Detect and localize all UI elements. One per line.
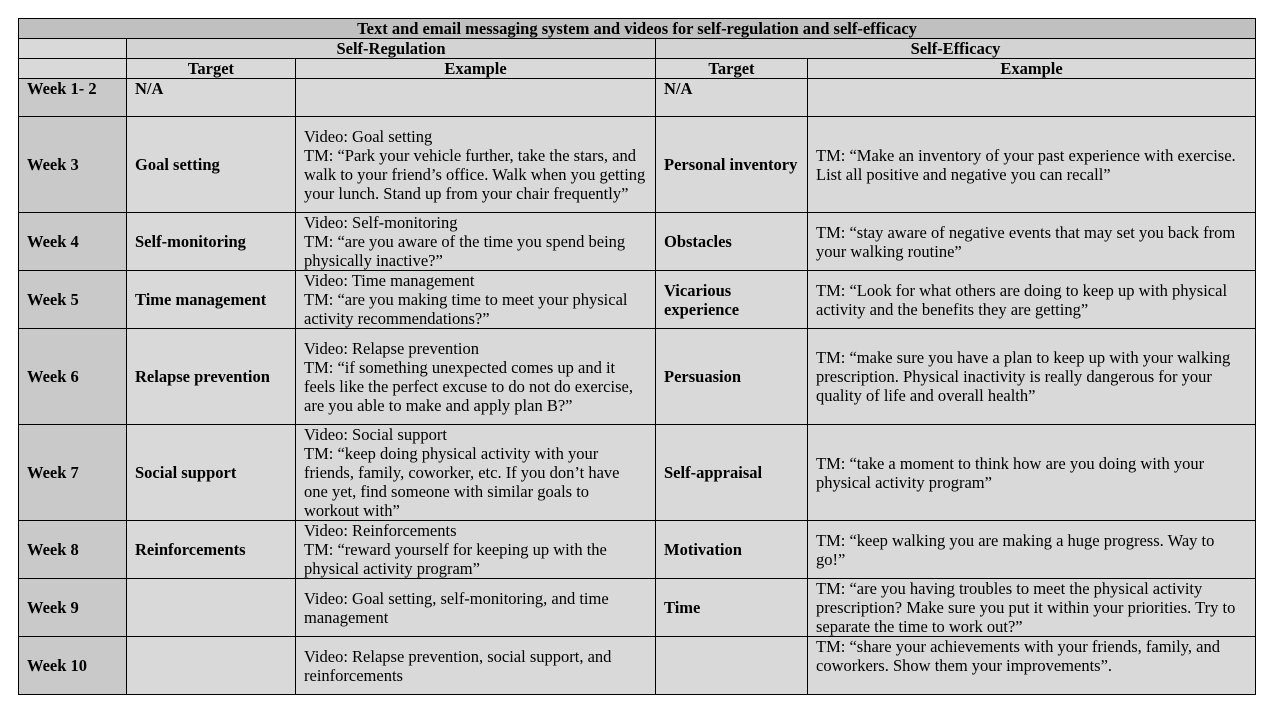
sr-example (296, 213, 656, 271)
sr-target: Self-monitoring (127, 213, 296, 271)
week-label: Week 1- 2 (19, 79, 127, 117)
se-target: Vicarious experience (656, 271, 808, 329)
example-line: Video: Relapse prevention (304, 338, 479, 358)
week-label: Week 5 (19, 271, 127, 329)
sr-target: Social support (127, 425, 296, 521)
se-target (656, 637, 808, 695)
week-label: Week 10 (19, 637, 127, 695)
se-target: Motivation (656, 521, 808, 579)
example-line: Video: Goal setting (304, 126, 433, 146)
example-line: TM: “Look for what others are doing to keep up with physical activity and the benefits they are getting” (816, 280, 1228, 319)
table-row (19, 425, 1256, 521)
table-row (19, 521, 1256, 579)
self-efficacy-header: Self-Efficacy (656, 39, 1256, 59)
se-example (808, 579, 1256, 637)
se-target-header: Target (656, 59, 808, 79)
messaging-table (18, 18, 1256, 695)
table-title: Text and email messaging system and videos for self-regulation and self-efficacy (19, 19, 1256, 39)
sr-target (127, 579, 296, 637)
table-body (19, 19, 1256, 695)
self-regulation-header: Self-Regulation (127, 39, 656, 59)
sr-target: Reinforcements (127, 521, 296, 579)
example-line: TM: “make sure you have a plan to keep up with your walking prescription. Physical inactivity is really dangerous for your quality of life and overall health” (816, 348, 1231, 405)
sr-example (296, 329, 656, 425)
se-example (808, 213, 1256, 271)
group-header-empty (19, 39, 127, 59)
se-example-header: Example (808, 59, 1256, 79)
table-row (19, 117, 1256, 213)
sr-example (296, 425, 656, 521)
example-line: TM: “stay aware of negative events that may set you back from your walking routine” (816, 222, 1236, 261)
example-line: TM: “are you aware of the time you spend being physically inactive?” (304, 232, 626, 270)
sr-example (296, 79, 656, 117)
se-target: Persuasion (656, 329, 808, 425)
sr-example (296, 637, 656, 695)
example-line: TM: “if something unexpected comes up and it feels like the perfect excuse to do not do exercise, are you able to make and apply plan B?” (304, 357, 633, 415)
example-line: TM: “keep doing physical activity with your friends, family, coworker, etc. If you don’t have one yet, find someone with similar goals to workout with” (304, 444, 620, 520)
table-row (19, 329, 1256, 425)
sr-example (296, 521, 656, 579)
sr-target: Goal setting (127, 117, 296, 213)
sr-example (296, 579, 656, 637)
se-example (808, 637, 1256, 695)
se-target: Personal inventory (656, 117, 808, 213)
example-line: Video: Reinforcements (304, 521, 457, 540)
se-target: Time (656, 579, 808, 637)
example-line: TM: “are you making time to meet your physical activity recommendations?” (304, 290, 628, 328)
se-example (808, 425, 1256, 521)
example-line: TM: “Make an inventory of your past experience with exercise. List all positive and negative you can recall” (816, 145, 1236, 184)
week-label: Week 3 (19, 117, 127, 213)
table-row (19, 579, 1256, 637)
se-target: Obstacles (656, 213, 808, 271)
se-example (808, 117, 1256, 213)
table-row (19, 213, 1256, 271)
example-line: TM: “keep walking you are making a huge progress. Way to go!” (816, 530, 1215, 569)
week-label: Week 9 (19, 579, 127, 637)
table-row (19, 637, 1256, 695)
group-header-row (19, 39, 1256, 59)
example-line: Video: Goal setting, self-monitoring, and time management (304, 588, 609, 627)
example-line: TM: “reward yourself for keeping up with the physical activity program” (304, 540, 607, 578)
se-example (808, 329, 1256, 425)
se-example (808, 271, 1256, 329)
sr-example (296, 271, 656, 329)
sr-example (296, 117, 656, 213)
example-line: TM: “share your achievements with your friends, family, and coworkers. Show them your improvements”. (816, 637, 1220, 675)
table-row (19, 79, 1256, 117)
sr-target: Relapse prevention (127, 329, 296, 425)
sr-target: Time management (127, 271, 296, 329)
table-row (19, 271, 1256, 329)
sr-example-header: Example (296, 59, 656, 79)
week-label: Week 7 (19, 425, 127, 521)
week-label: Week 6 (19, 329, 127, 425)
sr-target (127, 637, 296, 695)
column-header-row (19, 59, 1256, 79)
column-header-empty (19, 59, 127, 79)
week-label: Week 8 (19, 521, 127, 579)
se-target: Self-appraisal (656, 425, 808, 521)
se-example (808, 79, 1256, 117)
example-line: Video: Self-monitoring (304, 213, 458, 232)
se-target: N/A (656, 79, 808, 117)
se-example (808, 521, 1256, 579)
example-line: Video: Social support (304, 425, 447, 444)
week-label: Week 4 (19, 213, 127, 271)
example-line: TM: “take a moment to think how are you doing with your physical activity program” (816, 453, 1205, 492)
sr-target-header: Target (127, 59, 296, 79)
example-line: Video: Time management (304, 271, 475, 290)
sr-target: N/A (127, 79, 296, 117)
example-line: TM: “are you having troubles to meet the physical activity prescription? Make sure you put it within your priorities. Try to separate the time to work out?” (816, 579, 1236, 636)
example-line: TM: “Park your vehicle further, take the stars, and walk to your friend’s office. Walk when you getting your lunch. Stand up from your chair frequently” (304, 145, 646, 203)
title-row (19, 19, 1256, 39)
example-line: Video: Relapse prevention, social support, and reinforcements (304, 646, 612, 685)
